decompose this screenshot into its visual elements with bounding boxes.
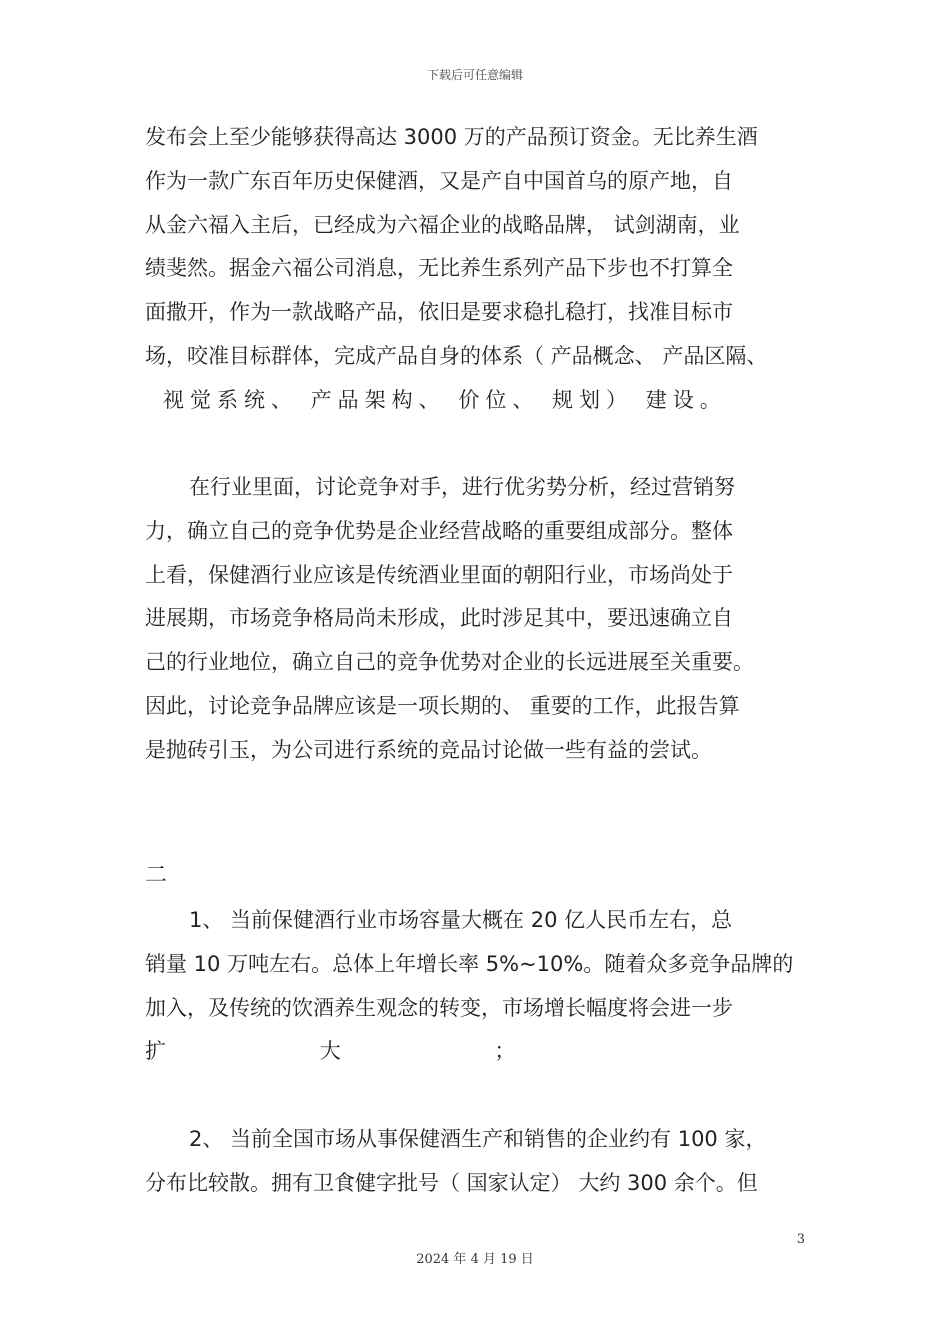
paragraph-2	[145, 466, 813, 773]
text-line: 分布比较散。拥有卫食健字批号（ 国家认定） 大约 300 余个。但	[145, 1170, 758, 1195]
paragraph-1	[145, 116, 813, 423]
text-line: 己的行业地位，确立自己的竞争优势对企业的长远进展至关重要。	[145, 650, 754, 675]
text-line: 面撒开，作为一款战略产品，依旧是要求稳扎稳打，找准目标市	[145, 300, 733, 325]
word: 扩	[145, 1039, 166, 1064]
text-line: 力，确立自己的竞争优势是企业经营战略的重要组成部分。整体	[145, 518, 733, 543]
text-line: 从金六福入主后，已经成为六福企业的战略品牌， 试剑湖南，业	[145, 212, 740, 237]
paragraph-4	[145, 1118, 813, 1206]
text-line: 因此，讨论竞争品牌应该是一项长期的、 重要的工作，此报告算	[145, 693, 740, 718]
text-line: 上看，保健酒行业应该是传统酒业里面的朝阳行业，市场尚处于	[145, 562, 733, 587]
text-line: 进展期，市场竞争格局尚未形成，此时涉足其中，要迅速确立自	[145, 606, 733, 631]
text-line: 发布会上至少能够获得高达 3000 万的产品预订资金。无比养生酒	[145, 125, 758, 149]
text-line: 1、 当前保健酒行业市场容量大概在 20 亿人民币左右，总	[189, 908, 733, 932]
footer-date: 2024 年 4 月 19 日	[416, 1252, 534, 1267]
section-number: 二	[145, 863, 168, 888]
text-line: 作为一款广东百年历史保健酒，又是产自中国首乌的原产地，自	[145, 168, 733, 193]
word: 大	[319, 1039, 341, 1064]
word: ；	[494, 1039, 516, 1064]
text-line: 2、 当前全国市场从事保健酒生产和销售的企业约有 100 家，	[189, 1127, 767, 1151]
paragraph-3	[145, 899, 813, 1074]
text-line: 加入，及传统的饮酒养生观念的转变，市场增长幅度将会进一步	[145, 995, 733, 1020]
text-line: 在行业里面，讨论竞争对手，进行优劣势分析，经过营销努	[189, 475, 735, 499]
text-line-justified	[145, 1030, 813, 1074]
text-line: 视觉系统、 产品架构、 价位、 规划） 建设。	[163, 387, 727, 412]
text-line: 场，咬准目标群体，完成产品自身的体系（ 产品概念、 产品区隔、	[145, 343, 768, 368]
text-line: 是抛砖引玉，为公司进行系统的竞品讨论做一些有益的尝试。	[145, 737, 712, 762]
text-line: 销量 10 万吨左右。总体上年增长率 5%~10%。随着众多竞争品牌的	[145, 951, 794, 976]
page-number: 3	[796, 1232, 805, 1247]
page-header: 下载后可任意编辑	[426, 68, 523, 82]
text-line: 绩斐然。据金六福公司消息，无比养生系列产品下步也不打算全	[145, 256, 733, 281]
